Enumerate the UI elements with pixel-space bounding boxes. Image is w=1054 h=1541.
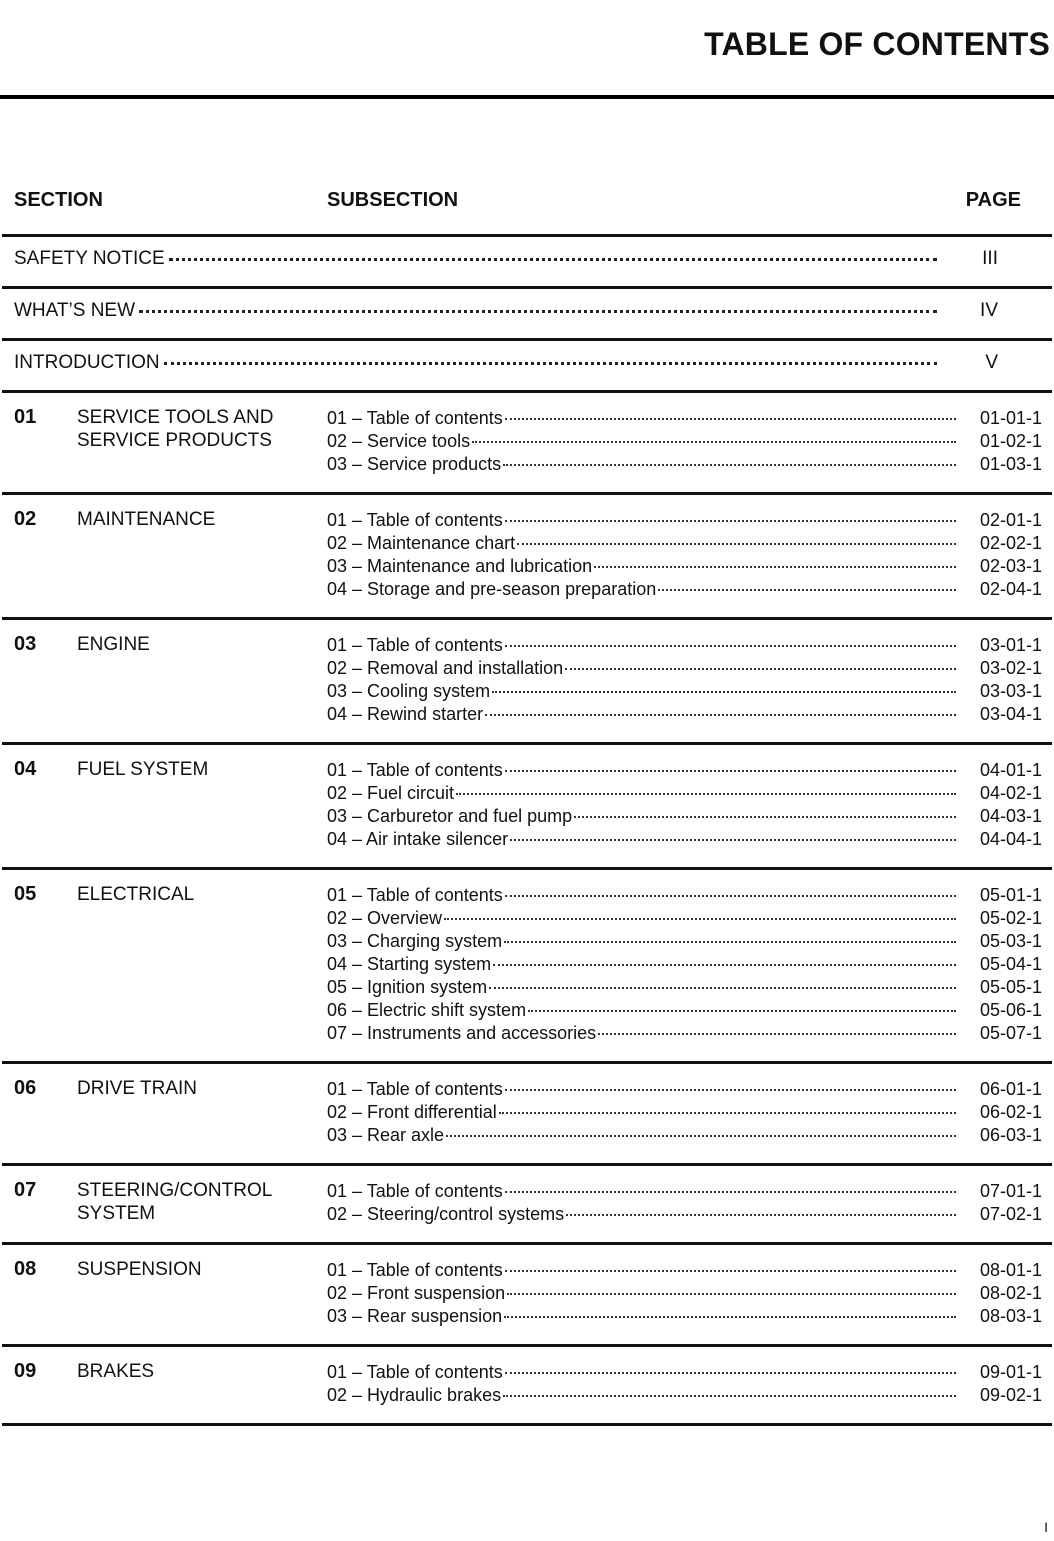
section-block: [2, 745, 1052, 867]
subsection-page[interactable]: 06-02-1: [979, 1102, 1043, 1122]
subsection-page[interactable]: 06-01-1: [979, 1079, 1043, 1099]
subsection-item[interactable]: [327, 407, 1052, 430]
subsection-page[interactable]: 06-03-1: [979, 1125, 1043, 1145]
dot-leader: [444, 918, 956, 920]
subsection-title[interactable]: 06 – Electric shift system: [327, 1000, 527, 1020]
subsection-list: [327, 884, 1052, 1045]
dot-leader: [505, 418, 956, 420]
subsection-title[interactable]: 03 – Cooling system: [327, 681, 491, 701]
section-number: 03: [14, 633, 37, 655]
subsection-page[interactable]: 04-04-1: [979, 829, 1043, 849]
page-column-header: PAGE: [965, 189, 1021, 211]
subsection-title[interactable]: 02 – Overview: [327, 908, 443, 928]
dot-leader: [499, 1112, 956, 1114]
subsection-page[interactable]: 09-01-1: [979, 1362, 1043, 1382]
subsection-page[interactable]: 04-02-1: [979, 783, 1043, 803]
subsection-item[interactable]: [327, 1078, 1052, 1101]
section-name[interactable]: SERVICE TOOLS AND SERVICE PRODUCTS: [77, 407, 274, 451]
dot-leader: [456, 793, 956, 795]
subsection-page[interactable]: 01-02-1: [979, 431, 1043, 451]
subsection-item[interactable]: [327, 634, 1052, 657]
subsection-page[interactable]: 03-02-1: [979, 658, 1043, 678]
subsection-page[interactable]: 03-01-1: [979, 635, 1043, 655]
dot-leader: [505, 895, 956, 897]
dot-leader: [565, 668, 956, 670]
dot-leader: [505, 1270, 956, 1272]
dot-leader: [472, 441, 956, 443]
subsection-title[interactable]: 02 – Hydraulic brakes: [327, 1385, 502, 1405]
subsection-list: [327, 1259, 1052, 1328]
subsection-title[interactable]: 01 – Table of contents: [327, 1260, 503, 1280]
subsection-item[interactable]: [327, 1259, 1052, 1282]
subsection-page[interactable]: 04-01-1: [979, 760, 1043, 780]
toc-entry-label[interactable]: INTRODUCTION: [14, 352, 160, 373]
subsection-page[interactable]: 05-02-1: [979, 908, 1043, 928]
dot-leader: [164, 362, 937, 365]
subsection-page[interactable]: 08-01-1: [979, 1260, 1043, 1280]
section-name[interactable]: SUSPENSION: [77, 1259, 202, 1280]
subsection-page[interactable]: 08-02-1: [979, 1283, 1043, 1303]
section-number: 04: [14, 758, 37, 780]
subsection-page[interactable]: 02-03-1: [979, 556, 1043, 576]
section-name[interactable]: FUEL SYSTEM: [77, 759, 209, 780]
subsection-title[interactable]: 02 – Removal and installation: [327, 658, 564, 678]
section-name[interactable]: ENGINE: [77, 634, 150, 655]
subsection-page[interactable]: 05-06-1: [979, 1000, 1043, 1020]
dot-leader: [528, 1010, 956, 1012]
toc-entry[interactable]: [2, 341, 1052, 390]
section-name[interactable]: ELECTRICAL: [77, 884, 195, 905]
section-block: [2, 870, 1052, 1061]
dot-leader: [566, 1214, 956, 1216]
section-name[interactable]: BRAKES: [77, 1361, 155, 1382]
subsection-item[interactable]: [327, 555, 1052, 578]
subsection-title[interactable]: 04 – Storage and pre-season preparation: [327, 579, 657, 599]
subsection-title[interactable]: 04 – Starting system: [327, 954, 492, 974]
subsection-page[interactable]: 04-03-1: [979, 806, 1043, 826]
section-number: 05: [14, 883, 37, 905]
dot-leader: [485, 714, 956, 716]
subsection-column-header: SUBSECTION: [327, 189, 459, 211]
subsection-list: [327, 407, 1052, 476]
subsection-title[interactable]: 01 – Table of contents: [327, 510, 503, 530]
toc-entry-page[interactable]: V: [985, 352, 998, 373]
subsection-title[interactable]: 01 – Table of contents: [327, 885, 503, 905]
section-name[interactable]: MAINTENANCE: [77, 509, 216, 530]
subsection-page[interactable]: 07-02-1: [979, 1204, 1043, 1224]
subsection-item[interactable]: [327, 930, 1052, 953]
subsection-list: [327, 1180, 1052, 1226]
dot-leader: [503, 1395, 956, 1397]
subsection-page[interactable]: 02-02-1: [979, 533, 1043, 553]
subsection-title[interactable]: 01 – Table of contents: [327, 760, 503, 780]
section-number: 08: [14, 1258, 37, 1280]
dot-leader: [598, 1033, 956, 1035]
toc-entry-text: [14, 352, 937, 374]
toc-entry-page[interactable]: III: [982, 248, 998, 269]
subsection-page[interactable]: 09-02-1: [979, 1385, 1043, 1405]
subsection-page[interactable]: 08-03-1: [979, 1306, 1043, 1326]
subsection-title[interactable]: 03 – Service products: [327, 454, 502, 474]
subsection-page[interactable]: 03-03-1: [979, 681, 1043, 701]
subsection-title[interactable]: 03 – Maintenance and lubrication: [327, 556, 593, 576]
subsection-item[interactable]: [327, 532, 1052, 555]
subsection-title[interactable]: 04 – Rewind starter: [327, 704, 484, 724]
subsection-title[interactable]: 01 – Table of contents: [327, 635, 503, 655]
section-name[interactable]: DRIVE TRAIN: [77, 1078, 198, 1099]
toc-entry[interactable]: [2, 289, 1052, 338]
dot-leader: [503, 464, 956, 466]
dot-leader: [489, 987, 956, 989]
subsection-item[interactable]: [327, 907, 1052, 930]
subsection-title[interactable]: 02 – Front suspension: [327, 1283, 506, 1303]
section-column-header: SECTION: [14, 189, 103, 211]
title-divider: [0, 95, 1054, 99]
subsection-item[interactable]: [327, 1305, 1052, 1328]
subsection-item[interactable]: [327, 1180, 1052, 1203]
section-block: [2, 1347, 1052, 1423]
subsection-item[interactable]: [327, 999, 1052, 1022]
dot-leader: [594, 566, 956, 568]
subsection-title[interactable]: 02 – Service tools: [327, 431, 471, 451]
dot-leader: [574, 816, 956, 818]
dot-leader: [504, 941, 956, 943]
section-block: [2, 1245, 1052, 1344]
subsection-title[interactable]: 01 – Table of contents: [327, 408, 503, 428]
subsection-item[interactable]: [327, 976, 1052, 999]
subsection-title[interactable]: 02 – Steering/control systems: [327, 1204, 565, 1224]
dot-leader: [505, 645, 956, 647]
subsection-item[interactable]: [327, 1124, 1052, 1147]
dot-leader: [505, 1089, 956, 1091]
subsection-item[interactable]: [327, 884, 1052, 907]
subsection-list: [327, 1361, 1052, 1407]
toc-entry-text: [14, 248, 937, 270]
subsection-list: [327, 1078, 1052, 1147]
subsection-title[interactable]: 01 – Table of contents: [327, 1181, 503, 1201]
toc-entry-label[interactable]: WHAT’S NEW: [14, 300, 136, 321]
subsection-item[interactable]: [327, 782, 1052, 805]
subsection-item[interactable]: [327, 430, 1052, 453]
subsection-item[interactable]: [327, 953, 1052, 976]
table-of-contents: [2, 186, 1052, 1426]
subsection-title[interactable]: 03 – Carburetor and fuel pump: [327, 806, 573, 826]
dot-leader: [505, 770, 956, 772]
subsection-item[interactable]: [327, 578, 1052, 601]
divider: [2, 1423, 1052, 1426]
section-number: 07: [14, 1179, 37, 1201]
toc-entry[interactable]: [2, 237, 1052, 286]
section-block: [2, 1064, 1052, 1163]
section-block: [2, 620, 1052, 742]
dot-leader: [510, 839, 956, 841]
subsection-title[interactable]: 04 – Air intake silencer: [327, 829, 509, 849]
page-number: I: [1044, 1519, 1048, 1535]
section-name[interactable]: STEERING/CONTROL SYSTEM: [77, 1180, 272, 1224]
subsection-title[interactable]: 01 – Table of contents: [327, 1079, 503, 1099]
subsection-item[interactable]: [327, 1101, 1052, 1124]
subsection-item[interactable]: [327, 1361, 1052, 1384]
section-number: 06: [14, 1077, 37, 1099]
subsection-title[interactable]: 03 – Rear suspension: [327, 1306, 503, 1326]
subsection-list: [327, 759, 1052, 851]
toc-entry-label[interactable]: SAFETY NOTICE: [14, 248, 165, 269]
dot-leader: [505, 520, 956, 522]
section-block: [2, 1166, 1052, 1242]
subsection-title[interactable]: 01 – Table of contents: [327, 1362, 503, 1382]
subsection-page[interactable]: 03-04-1: [979, 704, 1043, 724]
subsection-page[interactable]: 01-01-1: [979, 408, 1043, 428]
dot-leader: [446, 1135, 956, 1137]
section-number: 09: [14, 1360, 37, 1382]
subsection-page[interactable]: 05-05-1: [979, 977, 1043, 997]
subsection-item[interactable]: [327, 680, 1052, 703]
subsection-item[interactable]: [327, 657, 1052, 680]
toc-entry-text: [14, 300, 937, 322]
subsection-page[interactable]: 02-04-1: [979, 579, 1043, 599]
dot-leader: [658, 589, 956, 591]
page-title: TABLE OF CONTENTS: [704, 26, 1050, 62]
subsection-page[interactable]: 02-01-1: [979, 510, 1043, 530]
subsection-list: [327, 509, 1052, 601]
subsection-item[interactable]: [327, 1282, 1052, 1305]
section-number: 01: [14, 406, 37, 428]
subsection-item[interactable]: [327, 703, 1052, 726]
subsection-page[interactable]: 01-03-1: [979, 454, 1043, 474]
subsection-list: [327, 634, 1052, 726]
section-block: [2, 495, 1052, 617]
subsection-title[interactable]: 03 – Charging system: [327, 931, 503, 951]
subsection-item[interactable]: [327, 805, 1052, 828]
subsection-page[interactable]: 05-04-1: [979, 954, 1043, 974]
section-number: 02: [14, 508, 37, 530]
subsection-title[interactable]: 02 – Front differential: [327, 1102, 497, 1122]
dot-leader: [507, 1293, 956, 1295]
subsection-page[interactable]: 05-01-1: [979, 885, 1043, 905]
toc-entry-page[interactable]: IV: [980, 300, 998, 321]
subsection-item[interactable]: [327, 1022, 1052, 1045]
subsection-item[interactable]: [327, 1203, 1052, 1226]
dot-leader: [169, 258, 937, 261]
subsection-item[interactable]: [327, 759, 1052, 782]
subsection-item[interactable]: [327, 453, 1052, 476]
subsection-item[interactable]: [327, 1384, 1052, 1407]
subsection-title[interactable]: 02 – Fuel circuit: [327, 783, 455, 803]
subsection-item[interactable]: [327, 509, 1052, 532]
subsection-page[interactable]: 05-07-1: [979, 1023, 1043, 1043]
subsection-title[interactable]: 07 – Instruments and accessories: [327, 1023, 597, 1043]
dot-leader: [139, 310, 937, 313]
dot-leader: [505, 1372, 956, 1374]
dot-leader: [505, 1191, 956, 1193]
subsection-title[interactable]: 05 – Ignition system: [327, 977, 488, 997]
column-header-row: [2, 186, 1052, 234]
dot-leader: [504, 1316, 956, 1318]
subsection-page[interactable]: 05-03-1: [979, 931, 1043, 951]
section-block: [2, 393, 1052, 492]
dot-leader: [492, 691, 956, 693]
dot-leader: [493, 964, 956, 966]
dot-leader: [517, 543, 956, 545]
subsection-item[interactable]: [327, 828, 1052, 851]
subsection-title[interactable]: 03 – Rear axle: [327, 1125, 445, 1145]
subsection-title[interactable]: 02 – Maintenance chart: [327, 533, 516, 553]
subsection-page[interactable]: 07-01-1: [979, 1181, 1043, 1201]
